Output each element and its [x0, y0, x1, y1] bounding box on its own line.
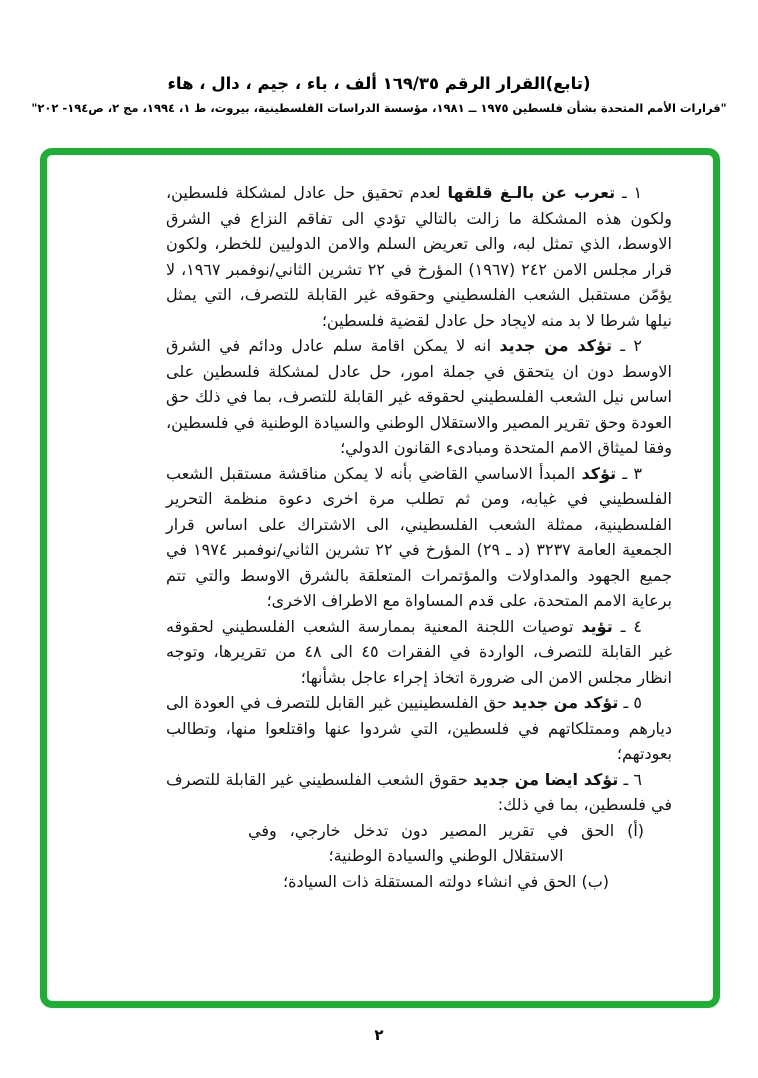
operative-verb: تؤكد من جديد: [512, 693, 619, 712]
operative-verb: تؤكد من جديد: [499, 336, 613, 355]
paragraph-text: ٦ ـ: [618, 769, 643, 789]
operative-verb: تعرب عن بالـغ قلقها: [447, 183, 616, 202]
paragraph-text: حقوق الشعب الفلسطيني غير القابلة للتصرف في فلسطين، بما في ذلك:: [166, 769, 672, 814]
paragraph-text: انه لا يمكن اقامة سلم عادل ودائم في الشرق الاوسط دون ان يتحقق في جملة امور، حل عادل لمشكلة فلسطين على اساس نيل الشعب الفلسطيني لحقوقه غير القابلة للتصرف، بما في ذلك حق العودة وحق تقرير المصير والاستقلال الوطني والسيادة الوطنية في فلسطين، وفقا لميثاق الامم المتحدة ومبادىء القانون الدولي؛: [166, 336, 672, 457]
paragraph-text: ٣ ـ: [616, 463, 643, 483]
operative-verb: تؤكد: [581, 463, 617, 483]
resolution-body: [166, 180, 672, 894]
sub-item-b: [248, 869, 644, 895]
paragraph-text: (أ) الحق في تقرير المصير دون تدخل خارجي، وفي الاستقلال الوطني والسيادة الوطنية؛: [248, 820, 644, 865]
operative-paragraph-4: [166, 614, 672, 691]
sub-item-a: [248, 818, 644, 869]
source-citation: "قرارات الأمم المتحدة بشأن فلسطين ١٩٧٥ ــ ١٩٨١، مؤسسة الدراسات الفلسطينية، بيروت، ط ١، ١٩٩٤، مج ٢، ص١٩٤‏-‏ ٢٠٢": [31, 101, 727, 115]
operative-paragraph-5: [166, 690, 672, 767]
paragraph-text: حق الفلسطينيين غير القابل للتصرف في العودة الى ديارهم وممتلكاتهم في فلسطين، التي شردوا عنها واقتلعوا منها، وتطالب بعودتهم؛: [166, 693, 672, 763]
paragraph-text: ٢ ـ: [612, 336, 643, 355]
paragraph-text: لعدم تحقيق حل عادل لمشكلة فلسطين، ولكون هذه المشكلة ما زالت بالتالي تؤدي الى تفاقم النزاع في الشرق الاوسط، الذي تمثل لبه، والى تعريض السلم والامن الدوليين للخطر، ولكون قرار مجلس الامن ٢٤٢ (١٩٦٧) المؤرخ في ٢٢ تشرين الثاني/نوفمبر ١٩٦٧، لا يؤمّن مستقبل الشعب الفلسطيني وحقوقه غير القابلة للتصرف، التي يمثل نيلها شرطا لا بد منه لايجاد حل عادل لقضية فلسطين؛: [166, 183, 673, 330]
resolution-title: (تابع)القرار الرقم ٣٥‏/‏١٦٩ ألف ، باء ، جيم ، دال ، هاء: [167, 74, 591, 93]
paragraph-text: ٥ ـ: [618, 693, 643, 712]
operative-verb: تؤيد: [581, 616, 613, 636]
paragraph-text: توصيات اللجنة المعنية بممارسة الشعب الفلسطيني لحقوقه غير القابلة للتصرف، الواردة في الفقرات ٤٥ الى ٤٨ من تقريرها، وتوجه انظار مجلس الامن الى ضرورة اتخاذ إجراء عاجل بشأنها؛: [166, 616, 673, 687]
document-header: [0, 74, 758, 115]
operative-paragraph-3: [166, 461, 672, 614]
operative-paragraph-6: [166, 767, 672, 818]
paragraph-text: ١ ـ: [615, 183, 643, 202]
operative-paragraph-2: [166, 333, 672, 461]
paragraph-text: (ب) الحق في انشاء دولته المستقلة ذات السيادة؛: [283, 871, 609, 891]
operative-paragraph-1: [166, 180, 672, 333]
operative-verb: تؤكد ايضا من جديد: [473, 769, 619, 789]
paragraph-text: ٤ ـ: [612, 616, 643, 636]
paragraph-text: المبدأ الاساسي القاضي بأنه لا يمكن مناقشة مستقبل الشعب الفلسطيني في غيابه، ومن ثم تطلب مرة اخرى دعوة منظمة التحرير الفلسطينية، ممثلة الشعب الفلسطيني، الى الاشتراك على اساس قرار الجمعية العامة ٣٢٣٧ (د ـ ٢٩) المؤرخ في ٢٢ تشرين الثاني/نوفمبر ١٩٧٤ في جميع الجهود والمداولات والمؤتمرات المتعلقة بالشرق الاوسط والتي تتم برعاية الامم المتحدة، على قدم المساواة مع الاطراف الاخرى؛: [166, 463, 673, 610]
page-number: ٢: [374, 1026, 384, 1044]
